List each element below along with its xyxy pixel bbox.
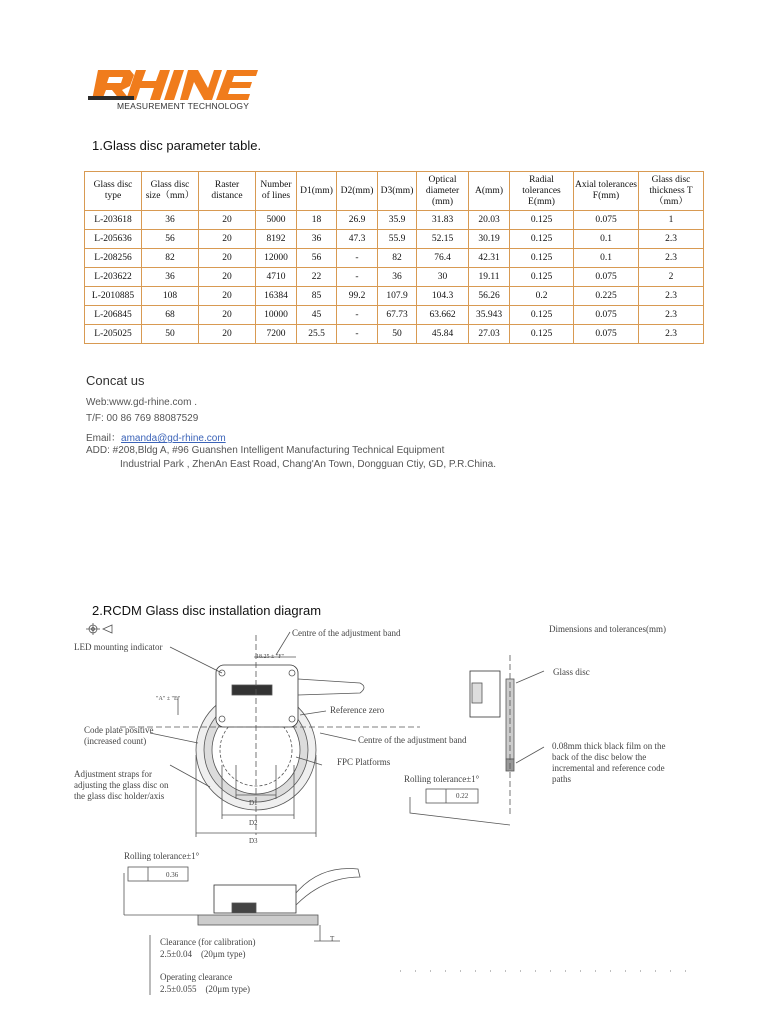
table-cell: 20 — [199, 325, 256, 344]
label-d1: D1 — [249, 799, 258, 807]
contact-title: Concat us — [86, 373, 145, 388]
header-d2: D2(mm) — [337, 172, 378, 211]
table-cell: L-203618 — [85, 211, 142, 230]
table-cell: 10000 — [256, 306, 297, 325]
table-cell: L-203622 — [85, 268, 142, 287]
label-d3: D3 — [249, 837, 258, 845]
header-axial: Axial tolerances F(mm) — [574, 172, 639, 211]
header-d3: D3(mm) — [378, 172, 417, 211]
table-cell: 20 — [199, 211, 256, 230]
table-cell: 42.31 — [469, 249, 510, 268]
table-cell: 0.225 — [574, 287, 639, 306]
table-cell: 0.075 — [574, 268, 639, 287]
table-cell: 85 — [297, 287, 337, 306]
label-clearance-calibration-value: 2.5±0.04 (20μm type) — [160, 949, 246, 959]
table-cell: L-205025 — [85, 325, 142, 344]
table-cell: 56 — [142, 230, 199, 249]
label-tolerance-right-value: 0.22 — [456, 792, 469, 800]
label-film-3: incremental and reference code — [552, 763, 665, 773]
table-cell: 35.943 — [469, 306, 510, 325]
table-cell: 1 — [639, 211, 704, 230]
table-cell: 45.84 — [417, 325, 469, 344]
label-centre-band-top: Centre of the adjustment band — [292, 628, 401, 638]
table-cell: 0.125 — [510, 230, 574, 249]
header-size: Glass disc size（mm） — [142, 172, 199, 211]
table-cell: - — [337, 268, 378, 287]
header-type: Glass disc type — [85, 172, 142, 211]
projection-symbol-icon — [86, 623, 112, 635]
label-dim-f: 18.25 ± "F" — [256, 654, 285, 660]
table-cell: L-208256 — [85, 249, 142, 268]
label-straps-3: the glass disc holder/axis — [74, 791, 165, 801]
table-cell: - — [337, 306, 378, 325]
table-cell: 20 — [199, 268, 256, 287]
table-cell: 108 — [142, 287, 199, 306]
table-cell: 55.9 — [378, 230, 417, 249]
table-cell: 0.125 — [510, 268, 574, 287]
table-cell: 26.9 — [337, 211, 378, 230]
table-cell: 20 — [199, 230, 256, 249]
contact-phone: T/F: 00 86 769 88087529 — [86, 413, 199, 424]
table-row — [85, 325, 704, 344]
logo-mark — [92, 70, 258, 100]
label-rolling-tolerance-right: Rolling tolerance±1° — [404, 774, 480, 784]
installation-diagram — [0, 615, 768, 1024]
table-cell: 0.125 — [510, 249, 574, 268]
section-title-installation-diagram: 2.RCDM Glass disc installation diagram — [92, 603, 322, 618]
contact-address-line2: Industrial Park , ZhenAn East Road, Chang'An Town, Dongguan Ctiy, GD, P.R.China. — [120, 459, 497, 470]
logo-subtitle: MEASUREMENT TECHNOLOGY — [117, 101, 250, 111]
table-cell: 36 — [142, 211, 199, 230]
table-cell: 20.03 — [469, 211, 510, 230]
label-operating-clearance: Operating clearance — [160, 972, 233, 982]
table-cell: 27.03 — [469, 325, 510, 344]
table-cell: 0.125 — [510, 306, 574, 325]
table-row — [85, 249, 704, 268]
table-row — [85, 306, 704, 325]
table-cell: 82 — [378, 249, 417, 268]
table-cell: 25.5 — [297, 325, 337, 344]
table-header-row — [85, 172, 704, 211]
label-film-4: paths — [552, 774, 571, 784]
table-cell: 47.3 — [337, 230, 378, 249]
table-cell: 2.3 — [639, 230, 704, 249]
table-cell: 67.73 — [378, 306, 417, 325]
table-cell: 50 — [378, 325, 417, 344]
section-title-parameter-table: 1.Glass disc parameter table. — [92, 138, 262, 153]
table-cell: 0.125 — [510, 325, 574, 344]
table-cell: 50 — [142, 325, 199, 344]
table-cell: 56 — [297, 249, 337, 268]
table-cell: 22 — [297, 268, 337, 287]
label-rolling-tolerance-left: Rolling tolerance±1° — [124, 851, 200, 861]
label-dim-a: "A" ± "E" — [156, 696, 181, 702]
header-optical: Optical diameter (mm) — [417, 172, 469, 211]
label-d2: D2 — [249, 819, 258, 827]
contact-web: Web:www.gd-rhine.com . — [86, 397, 197, 408]
table-cell: 19.11 — [469, 268, 510, 287]
table-row — [85, 230, 704, 249]
label-code-plate-1: Code plate positive — [84, 725, 154, 735]
table-cell: 20 — [199, 287, 256, 306]
table-cell: 52.15 — [417, 230, 469, 249]
table-cell: 0.075 — [574, 306, 639, 325]
table-cell: 104.3 — [417, 287, 469, 306]
table-cell: 56.26 — [469, 287, 510, 306]
table-cell: 7200 — [256, 325, 297, 344]
table-cell: - — [337, 325, 378, 344]
table-cell: 36 — [297, 230, 337, 249]
table-cell: 20 — [199, 249, 256, 268]
table-row — [85, 287, 704, 306]
table-cell: 82 — [142, 249, 199, 268]
table-cell: 107.9 — [378, 287, 417, 306]
label-glass-disc: Glass disc — [553, 667, 590, 677]
label-centre-band-mid: Centre of the adjustment band — [358, 735, 467, 745]
header-thickness: Glass disc thickness T（mm） — [639, 172, 704, 211]
table-cell: 2.3 — [639, 287, 704, 306]
contact-address-line1: ADD: #208,Bldg A, #96 Guanshen Intelligent Manufacturing Technical Equipment — [86, 445, 445, 456]
header-raster: Raster distance — [199, 172, 256, 211]
label-tolerance-left-value: 0.36 — [166, 871, 179, 879]
table-cell: 0.1 — [574, 230, 639, 249]
table-cell: 63.662 — [417, 306, 469, 325]
logo-underline — [88, 96, 134, 100]
table-cell: 0.125 — [510, 211, 574, 230]
table-cell: 2.3 — [639, 325, 704, 344]
header-lines: Number of lines — [256, 172, 297, 211]
contact-email-label: Email： — [86, 433, 122, 444]
table-cell: 36 — [142, 268, 199, 287]
label-film-1: 0.08mm thick black film on the — [552, 741, 666, 751]
table-cell: 20 — [199, 306, 256, 325]
table-cell: 36 — [378, 268, 417, 287]
label-film-2: back of the disc below the — [552, 752, 647, 762]
label-straps-1: Adjustment straps for — [74, 769, 152, 779]
table-row — [85, 211, 704, 230]
table-cell: 30 — [417, 268, 469, 287]
table-cell: 5000 — [256, 211, 297, 230]
table-row — [85, 268, 704, 287]
label-led-indicator: LED mounting indicator — [74, 642, 163, 652]
table-cell: - — [337, 249, 378, 268]
table-cell: 8192 — [256, 230, 297, 249]
table-cell: 4710 — [256, 268, 297, 287]
table-cell: 68 — [142, 306, 199, 325]
label-dimensions: Dimensions and tolerances(mm) — [549, 624, 666, 634]
label-clearance-calibration: Clearance (for calibration) — [160, 937, 256, 947]
table-cell: 76.4 — [417, 249, 469, 268]
table-cell: L-206845 — [85, 306, 142, 325]
table-cell: 0.1 — [574, 249, 639, 268]
header-a: A(mm) — [469, 172, 510, 211]
contact-email-link[interactable]: amanda@gd-rhine.com — [121, 433, 226, 444]
table-cell: 0.075 — [574, 325, 639, 344]
table-cell: L-205636 — [85, 230, 142, 249]
header-radial: Radial tolerances E(mm) — [510, 172, 574, 211]
label-reference-zero: Reference zero — [330, 705, 385, 715]
table-cell: 12000 — [256, 249, 297, 268]
table-cell: 16384 — [256, 287, 297, 306]
table-cell: L-2010885 — [85, 287, 142, 306]
table-cell: 31.83 — [417, 211, 469, 230]
table-cell: 0.2 — [510, 287, 574, 306]
table-cell: 30.19 — [469, 230, 510, 249]
table-body — [85, 211, 704, 344]
glass-disc-parameter-table — [84, 171, 704, 344]
table-cell: 2 — [639, 268, 704, 287]
contact-email-line — [86, 429, 226, 444]
label-operating-clearance-value: 2.5±0.055 (20μm type) — [160, 984, 251, 994]
label-thickness-t: T — [330, 935, 335, 943]
table-cell: 18 — [297, 211, 337, 230]
table-cell: 0.075 — [574, 211, 639, 230]
table-cell: 2.3 — [639, 249, 704, 268]
label-straps-2: adjusting the glass disc on — [74, 780, 169, 790]
label-fpc-platforms: FPC Platforms — [337, 757, 391, 767]
table-cell: 2.3 — [639, 306, 704, 325]
table-cell: 99.2 — [337, 287, 378, 306]
table-cell: 45 — [297, 306, 337, 325]
label-code-plate-2: (increased count) — [84, 736, 147, 746]
table-cell: 35.9 — [378, 211, 417, 230]
header-d1: D1(mm) — [297, 172, 337, 211]
